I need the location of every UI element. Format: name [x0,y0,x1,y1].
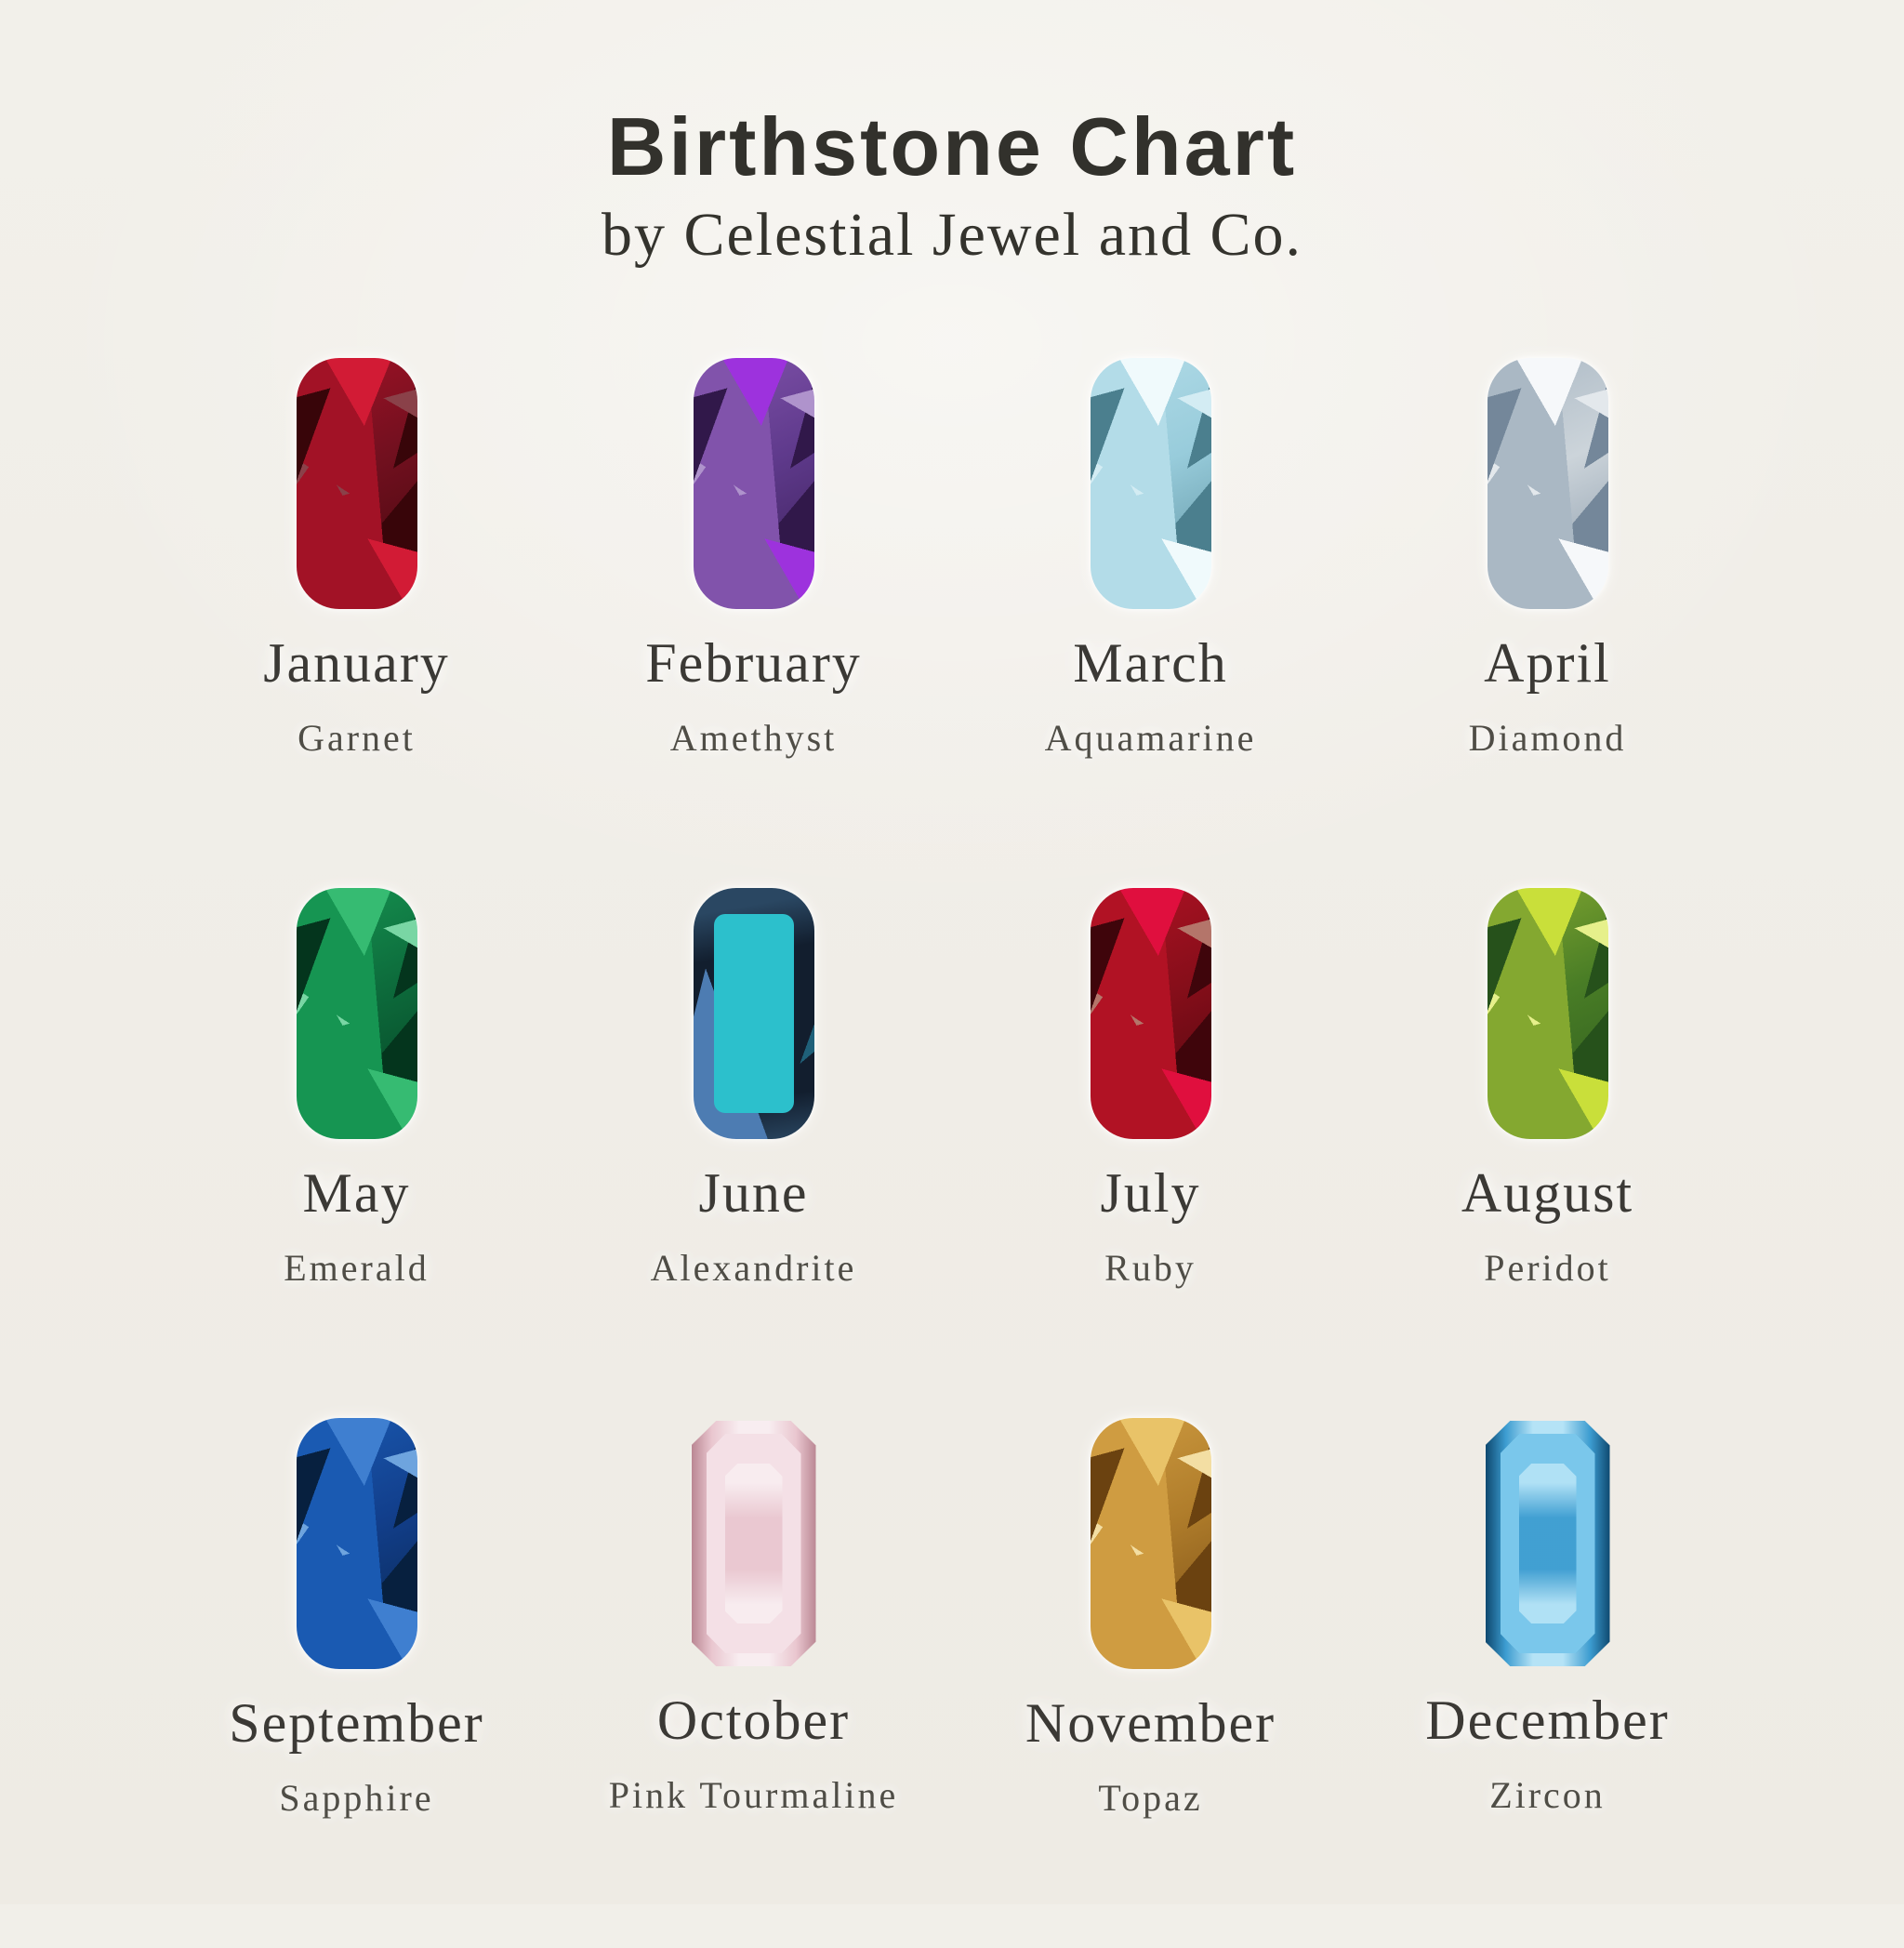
page-subtitle: by Celestial Jewel and Co. [601,201,1303,270]
gem-emerald-icon [297,888,417,1139]
month-label: February [645,632,862,694]
month-label: March [1073,632,1228,694]
stone-label: Pink Tourmaline [608,1774,899,1816]
stone-label: Diamond [1468,717,1627,759]
stone-label: Garnet [298,717,416,759]
gem-pink-tourmaline-icon [692,1421,816,1666]
gem-garnet-icon [297,358,417,609]
birthstone-cell [158,888,555,1418]
stone-label: Alexandrite [650,1247,857,1289]
birthstone-cell [158,358,555,888]
month-label: September [229,1692,484,1754]
page-title: Birthstone Chart [606,100,1298,192]
month-label: October [656,1690,851,1751]
birthstone-cell [555,1418,952,1948]
gem-alexandrite-icon [694,888,814,1139]
month-label: November [1025,1692,1276,1754]
birthstone-cell [952,888,1349,1418]
stone-label: Zircon [1489,1774,1606,1816]
birthstone-cell [1349,1418,1746,1948]
gem-amethyst-icon [694,358,814,609]
birthstone-cell [952,358,1349,888]
birthstone-cell [555,888,952,1418]
birthstone-cell [1349,358,1746,888]
gem-aquamarine-icon [1091,358,1211,609]
birthstone-cell [158,1418,555,1948]
month-label: April [1484,632,1611,694]
birthstone-cell [952,1418,1349,1948]
month-label: July [1100,1162,1201,1224]
gem-ruby-icon [1091,888,1211,1139]
gem-diamond-icon [1488,358,1608,609]
stone-label: Peridot [1484,1247,1611,1289]
month-label: January [263,632,450,694]
month-label: June [698,1162,809,1224]
gem-peridot-icon [1488,888,1608,1139]
stone-label: Emerald [284,1247,430,1289]
birthstone-cell [555,358,952,888]
gem-topaz-icon [1091,1418,1211,1669]
birthstone-cell [1349,888,1746,1418]
stone-label: Aquamarine [1044,717,1257,759]
month-label: May [302,1162,411,1224]
month-label: August [1461,1162,1634,1224]
poster-header [0,0,1904,270]
stone-label: Ruby [1104,1247,1197,1289]
gem-zircon-icon [1486,1421,1610,1666]
stone-label: Sapphire [279,1777,434,1819]
stone-label: Amethyst [669,717,838,759]
stone-label: Topaz [1098,1777,1203,1819]
gem-sapphire-icon [297,1418,417,1669]
month-label: December [1425,1690,1670,1751]
birthstone-grid [158,358,1746,1948]
